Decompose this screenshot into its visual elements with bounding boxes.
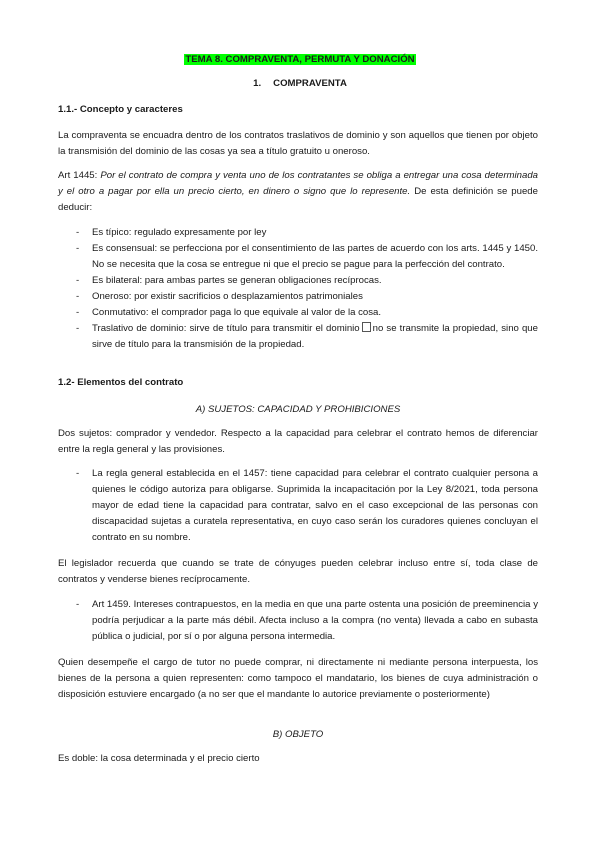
art-1445-tail: De esta definición se puede deducir: (58, 186, 538, 213)
paragraph-definition: La compraventa se encuadra dentro de los contratos traslativos de dominio y son aquellos que tienen por objeto la transmisión del dominio de las cosas ya sea a título gratuito u oneroso. (58, 130, 538, 157)
list-item: - La regla general establecida en el 1457: tiene capacidad para celebrar el contrato cualquier persona a quienes le código autoriza para obligarse. Suprimida la incapacitación por la Ley 8/2021, toda persona mayor de edad tiene la capacidad para contratar, salvo en el caso excepcional de las personas con discapacidad sujetas a curatela representativa, en cuyo caso serán los curadores quienes concluyan el contrato en su nombre. (76, 468, 538, 543)
subheading-objeto: B) OBJETO (272, 729, 324, 740)
paragraph-objeto: Es doble: la cosa determinada y el precio cierto (58, 753, 260, 764)
section-title: COMPRAVENTA (273, 78, 347, 89)
paragraph-art-1445 (58, 168, 538, 216)
subheading-sujetos: A) SUJETOS: CAPACIDAD Y PROHIBICIONES (195, 404, 401, 415)
subsection-heading-1-1: 1.1.- Concepto y caracteres (58, 104, 183, 115)
art-1459-list (58, 597, 538, 645)
list-item: - Oneroso: por existir sacrificios o desplazamientos patrimoniales (76, 291, 363, 302)
regla-general-list (58, 466, 538, 546)
document-title: TEMA 8. COMPRAVENTA, PERMUTA Y DONACIÓN (185, 54, 415, 65)
document-title-block (0, 52, 600, 68)
subsection-heading-1-2: 1.2- Elementos del contrato (58, 377, 184, 388)
section-number: 1. (253, 78, 262, 89)
paragraph-conyuges: El legislador recuerda que cuando se trate de cónyuges pueden celebrar incluso entre sí, toda clase de contratos y venderse bienes recíprocamente. (58, 558, 538, 585)
paragraph-tutor: Quien desempeñe el cargo de tutor no puede comprar, ni directamente ni mediante persona interpuesta, los bienes de la persona a quien representen: como tampoco el mandatario, los bienes de cuya administración o disposición estuviere encargado (a no ser que el mandante lo autorice previamente o posteriormente) (58, 657, 538, 700)
section-heading-compraventa (0, 76, 600, 92)
list-item: - Es bilateral: para ambas partes se generan obligaciones recíprocas. (76, 275, 382, 286)
list-item: - Es consensual: se perfecciona por el consentimiento de las partes de acuerdo con los arts. 1445 y 1450. No se necesita que la cosa se entregue ni que el precio se pague para la perfección del contrato. (76, 243, 538, 270)
list-item: - Conmutativo: el comprador paga lo que equivale al valor de la cosa. (76, 307, 382, 318)
list-item: - Art 1459. Intereses contrapuestos, en la media en que una parte ostenta una posición de preeminencia y podría perjudicar a la parte más débil. Afecta incluso a la compra (no venta) llevada a cabo en subasta pública o judicial, por sí o por alguna persona intermedia. (76, 599, 538, 642)
paragraph-sujetos: Dos sujetos: comprador y vendedor. Respecto a la capacidad para celebrar el contrato hemos de diferenciar entre la regla general y las provisiones. (58, 428, 538, 455)
art-1445-quote: Por el contrato de compra y venta uno de los contratantes se obliga a entregar una cosa determinada y el otro a pagar por ella un precio cierto, en dinero o signo que lo represente. (58, 170, 539, 197)
art-1445-label: Art 1445: (58, 170, 101, 181)
missing-glyph-box-icon (362, 322, 371, 332)
characteristics-list (58, 225, 538, 353)
list-item: - Traslativo de dominio: sirve de título para transmitir el dominio no se transmite la propiedad, sino que sirve de título para la transmisión de la propiedad. (76, 323, 538, 350)
list-item: - Es típico: regulado expresamente por ley (76, 227, 267, 238)
